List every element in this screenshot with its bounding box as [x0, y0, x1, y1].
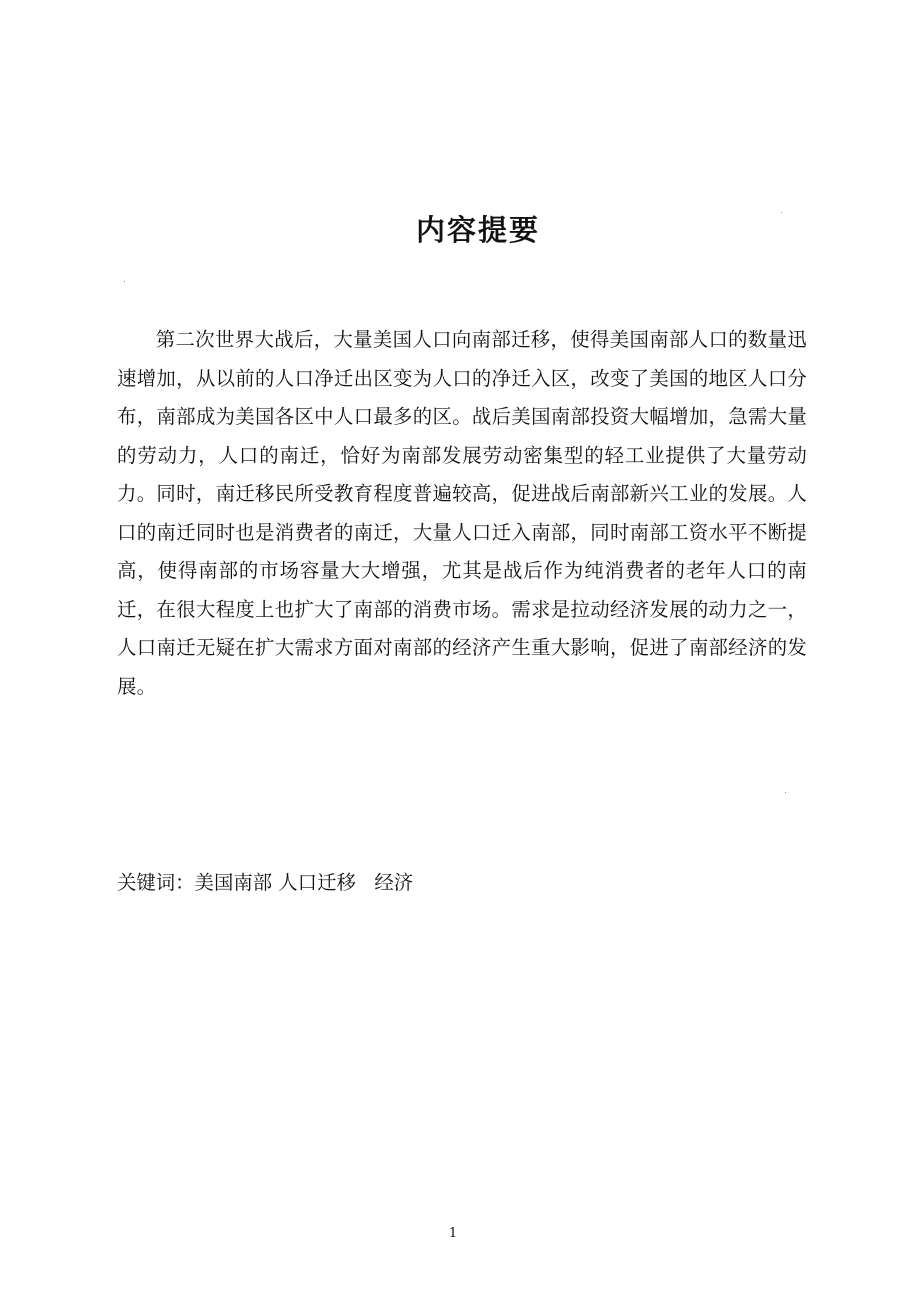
page-number: 1 [448, 1226, 458, 1241]
scan-speck [785, 792, 786, 793]
abstract-title: 内容提要 [415, 213, 540, 247]
scan-speck [124, 281, 125, 282]
abstract-paragraph: 第二次世界大战后，大量美国人口向南部迁移，使得美国南部人口的数量迅速增加，从以前的人口净迁出区变为人口的净迁入区，改变了美国的地区人口分布，南部成为美国各区中人口最多的区。战后美国南部投资大幅增加，急需大量的劳动力，人口的南迁，恰好为南部发展劳动密集型的轻工业提供了大量劳动力。同时，南迁移民所受教育程度普遍较高，促进战后南部新兴工业的发展。人口的南迁同时也是消费者的南迁，大量人口迁入南部，同时南部工资水平不断提高，使得南部的市场容量大大增强，尤其是战后作为纯消费者的老年人口的南迁，在很大程度上也扩大了南部的消费市场。需求是拉动经济发展的动力之一，人口南迁无疑在扩大需求方面对南部的经济产生重大影响，促进了南部经济的发展。 [117, 328, 807, 698]
scan-speck [781, 212, 782, 213]
keywords-line: 关键词：美国南部 人口迁移 经济 [117, 871, 414, 894]
